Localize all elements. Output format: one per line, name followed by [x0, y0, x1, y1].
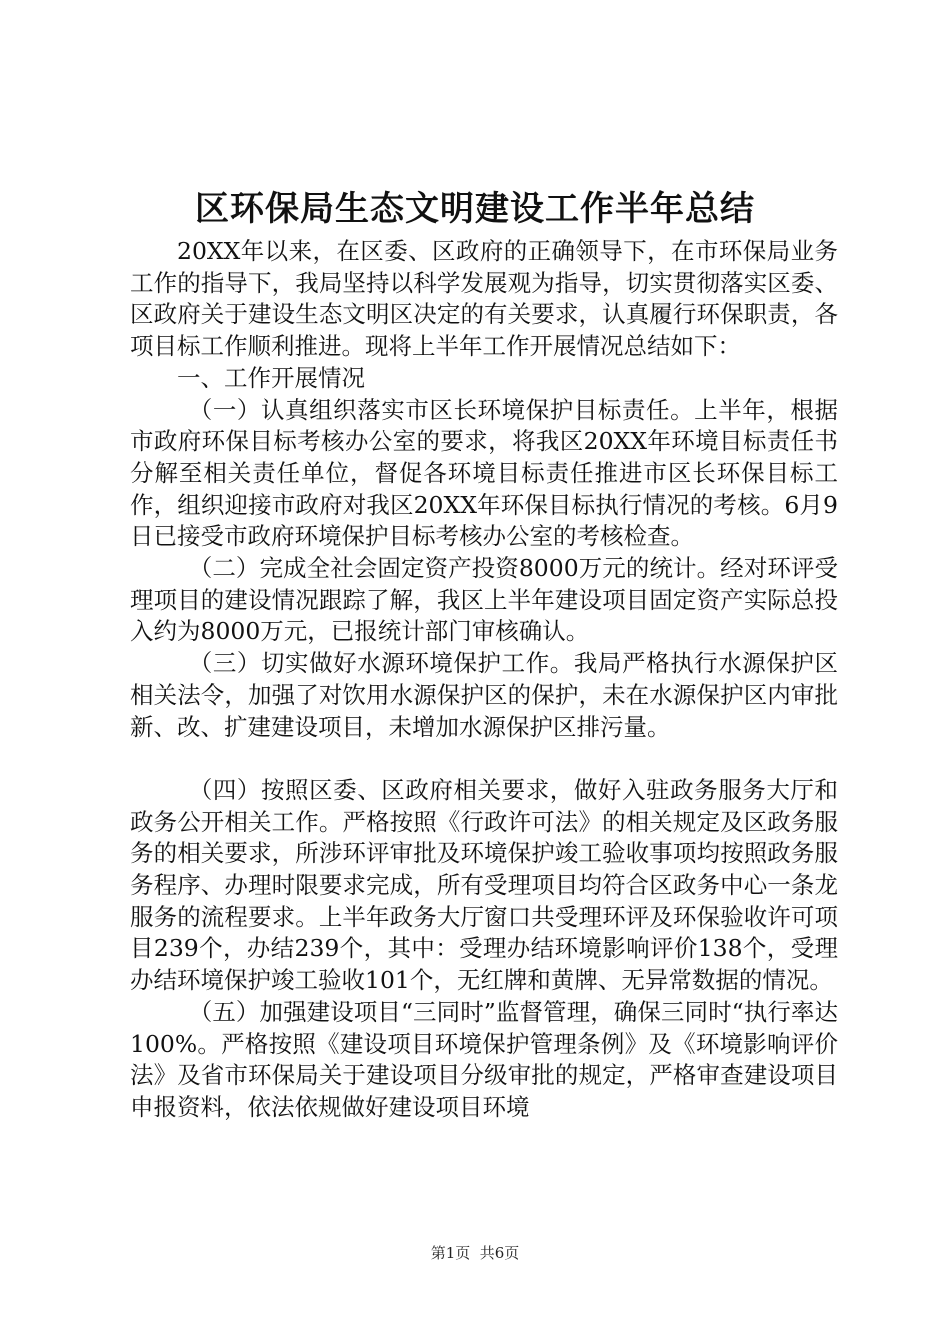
section-heading: 一、工作开展情况: [177, 363, 365, 392]
paragraph-item-3: （三）切实做好水源环境保护工作。我局严格执行水源保护区相关法令，加强了对饮用水源保护区的保护，未在水源保护区内审批新、改、扩建建设项目，未增加水源保护区排污量。: [130, 649, 838, 741]
paragraph-item-4: （四）按照区委、区政府相关要求，做好入驻政务服务大厅和政务公开相关工作。严格按照《行政许可法》的相关规定及区政务服务的相关要求，所涉环评审批及环境保护竣工验收事项均按照政务服务程序、办理时限要求完成，所有受理项目均符合区政务中心一条龙服务的流程要求。上半年政务大厅窗口共受理环评及环保验收许可项目239个，办结239个，其中：受理办结环境影响评价138个，受理办结环境保护竣工验收101个，无红牌和黄牌、无异常数据的情况。: [130, 775, 838, 995]
paragraph-item-2: （二）完成全社会固定资产投资8000万元的统计。经对环评受理项目的建设情况跟踪了解，我区上半年建设项目固定资产实际总投入约为8000万元，已报统计部门审核确认。: [130, 554, 838, 646]
document-title: 区环保局生态文明建设工作半年总结: [195, 189, 755, 229]
page-footer: [0, 1242, 950, 1264]
document-body: [130, 236, 838, 1124]
page-number: 第1页 共6页: [430, 1244, 520, 1262]
paragraph-item-1: （一）认真组织落实市区长环境保护目标责任。上半年，根据市政府环保目标考核办公室的要求，将我区20XX年环境目标责任书分解至相关责任单位，督促各环境目标责任推进市区长环保目标工作，组织迎接市政府对我区20XX年环保目标执行情况的考核。6月9日已接受市政府环境保护目标考核办公室的考核检查。: [130, 395, 838, 551]
paragraph-intro: 20XX年以来，在区委、区政府的正确领导下，在市环保局业务工作的指导下，我局坚持以科学发展观为指导，切实贯彻落实区委、区政府关于建设生态文明区决定的有关要求，认真履行环保职责，各项目标工作顺利推进。现将上半年工作开展情况总结如下：: [130, 237, 838, 361]
paragraph-item-5: （五）加强建设项目“三同时”监督管理，确保三同时“执行率达100%。严格按照《建设项目环境保护管理条例》及《环境影响评价法》及省市环保局关于建设项目分级审批的规定，严格审查建设项目申报资料，依法依规做好建设项目环境: [130, 997, 838, 1121]
